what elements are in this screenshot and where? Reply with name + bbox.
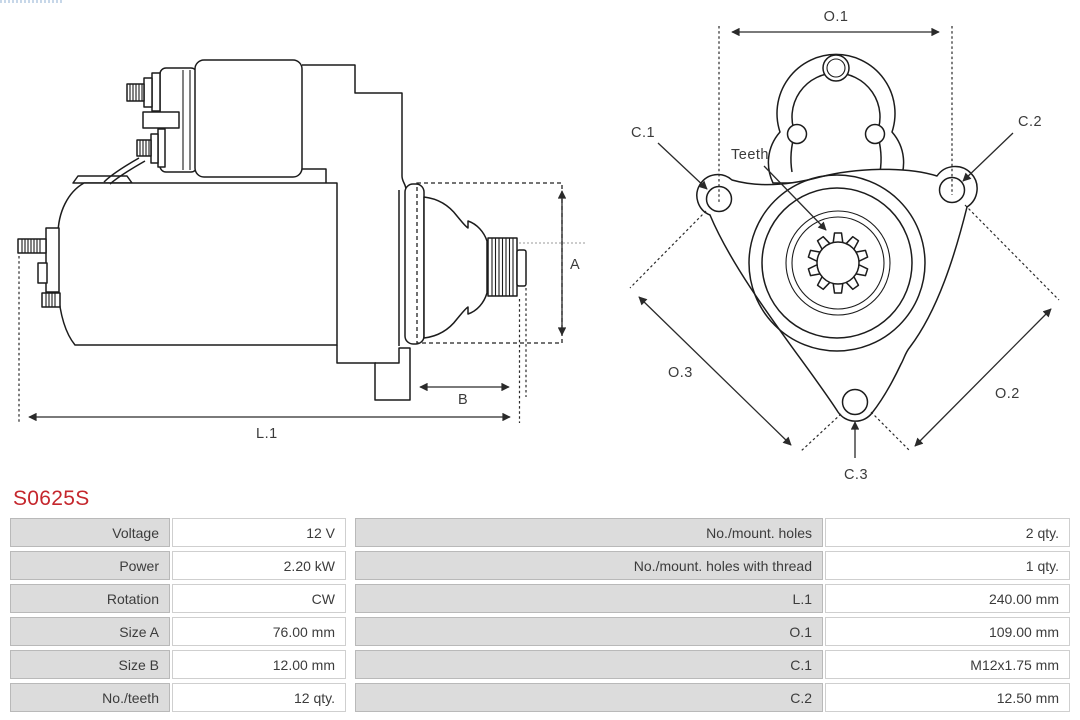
terminal-nut-mid — [151, 134, 158, 163]
pinion-teeth-lines — [492, 238, 513, 296]
spec-value-cell: M12x1.75 mm — [825, 650, 1070, 679]
spec-value-cell: 109.00 mm — [825, 617, 1070, 646]
leader-c1 — [658, 143, 707, 189]
solenoid-body — [195, 60, 302, 177]
dim-line-o3 — [639, 297, 791, 445]
hole-label-c3: C.3 — [843, 467, 869, 483]
column-gap — [348, 650, 353, 679]
spec-value-cell: 12.00 mm — [172, 650, 346, 679]
terminal-washer-top — [152, 73, 160, 111]
spec-label-cell: C.2 — [355, 683, 823, 712]
spec-label-cell: L.1 — [355, 584, 823, 613]
motor-body — [58, 183, 337, 345]
spec-label-cell: C.1 — [355, 650, 823, 679]
spec-value-cell: 2.20 kW — [172, 551, 346, 580]
dim-line-o2 — [915, 309, 1051, 446]
spec-label-cell: Size A — [10, 617, 170, 646]
arch-hole-right — [866, 125, 885, 144]
spec-value-cell: 2 qty. — [825, 518, 1070, 547]
terminal-washer-mid — [158, 129, 165, 167]
spec-label-cell: Rotation — [10, 584, 170, 613]
gear-bore — [817, 242, 859, 284]
spec-label-cell: Size B — [10, 650, 170, 679]
spec-label-cell: Power — [10, 551, 170, 580]
spec-label-cell: O.1 — [355, 617, 823, 646]
dim-label-l1: L.1 — [256, 426, 278, 442]
spec-value-cell: 1 qty. — [825, 551, 1070, 580]
spec-value-cell: 12.50 mm — [825, 683, 1070, 712]
hole-label-c1: C.1 — [631, 125, 656, 141]
column-gap — [348, 584, 353, 613]
front-view-drawing — [630, 9, 1059, 483]
side-view-drawing — [18, 60, 586, 442]
terminal-nut-top — [144, 78, 152, 107]
drive-end-bell — [424, 197, 487, 338]
drive-end-collar — [405, 184, 424, 344]
spec-value-cell: 12 qty. — [172, 683, 346, 712]
mounting-flange — [697, 166, 977, 421]
terminal-block-small — [38, 263, 47, 283]
spec-value-cell: 240.00 mm — [825, 584, 1070, 613]
dim-label-o3: O.3 — [668, 365, 693, 381]
dim-label-o2: O.2 — [995, 386, 1020, 402]
dim-label-b: B — [458, 392, 469, 408]
body-step — [337, 345, 376, 363]
spec-label-cell: No./teeth — [10, 683, 170, 712]
teeth-label: Teeth — [731, 147, 769, 163]
dim-label-o1: O.1 — [823, 9, 849, 25]
spec-value-cell: 12 V — [172, 518, 346, 547]
terminal-stud-lower — [42, 293, 60, 307]
spec-table — [10, 518, 1070, 712]
arch-hole-left — [788, 125, 807, 144]
part-number: S0625S — [13, 487, 90, 510]
body-ridge — [73, 176, 132, 183]
spec-value-cell: CW — [172, 584, 346, 613]
spec-value-cell: 76.00 mm — [172, 617, 346, 646]
stud-threads — [22, 239, 40, 253]
hole-label-c2: C.2 — [1018, 114, 1043, 130]
bracket-outline — [302, 65, 406, 190]
pinion-cap — [517, 250, 526, 286]
mounting-hole-c3 — [843, 390, 868, 415]
column-gap — [348, 551, 353, 580]
solenoid-bracket — [143, 112, 179, 128]
spec-label-cell: Voltage — [10, 518, 170, 547]
column-gap — [348, 617, 353, 646]
column-gap — [348, 518, 353, 547]
terminal-block — [46, 228, 59, 292]
mounting-foot — [375, 348, 410, 400]
column-gap — [348, 683, 353, 712]
dim-label-a: A — [570, 257, 581, 273]
leader-c2 — [963, 133, 1013, 181]
spec-label-cell: No./mount. holes — [355, 518, 823, 547]
solenoid-shelf — [302, 169, 326, 183]
spec-label-cell: No./mount. holes with thread — [355, 551, 823, 580]
